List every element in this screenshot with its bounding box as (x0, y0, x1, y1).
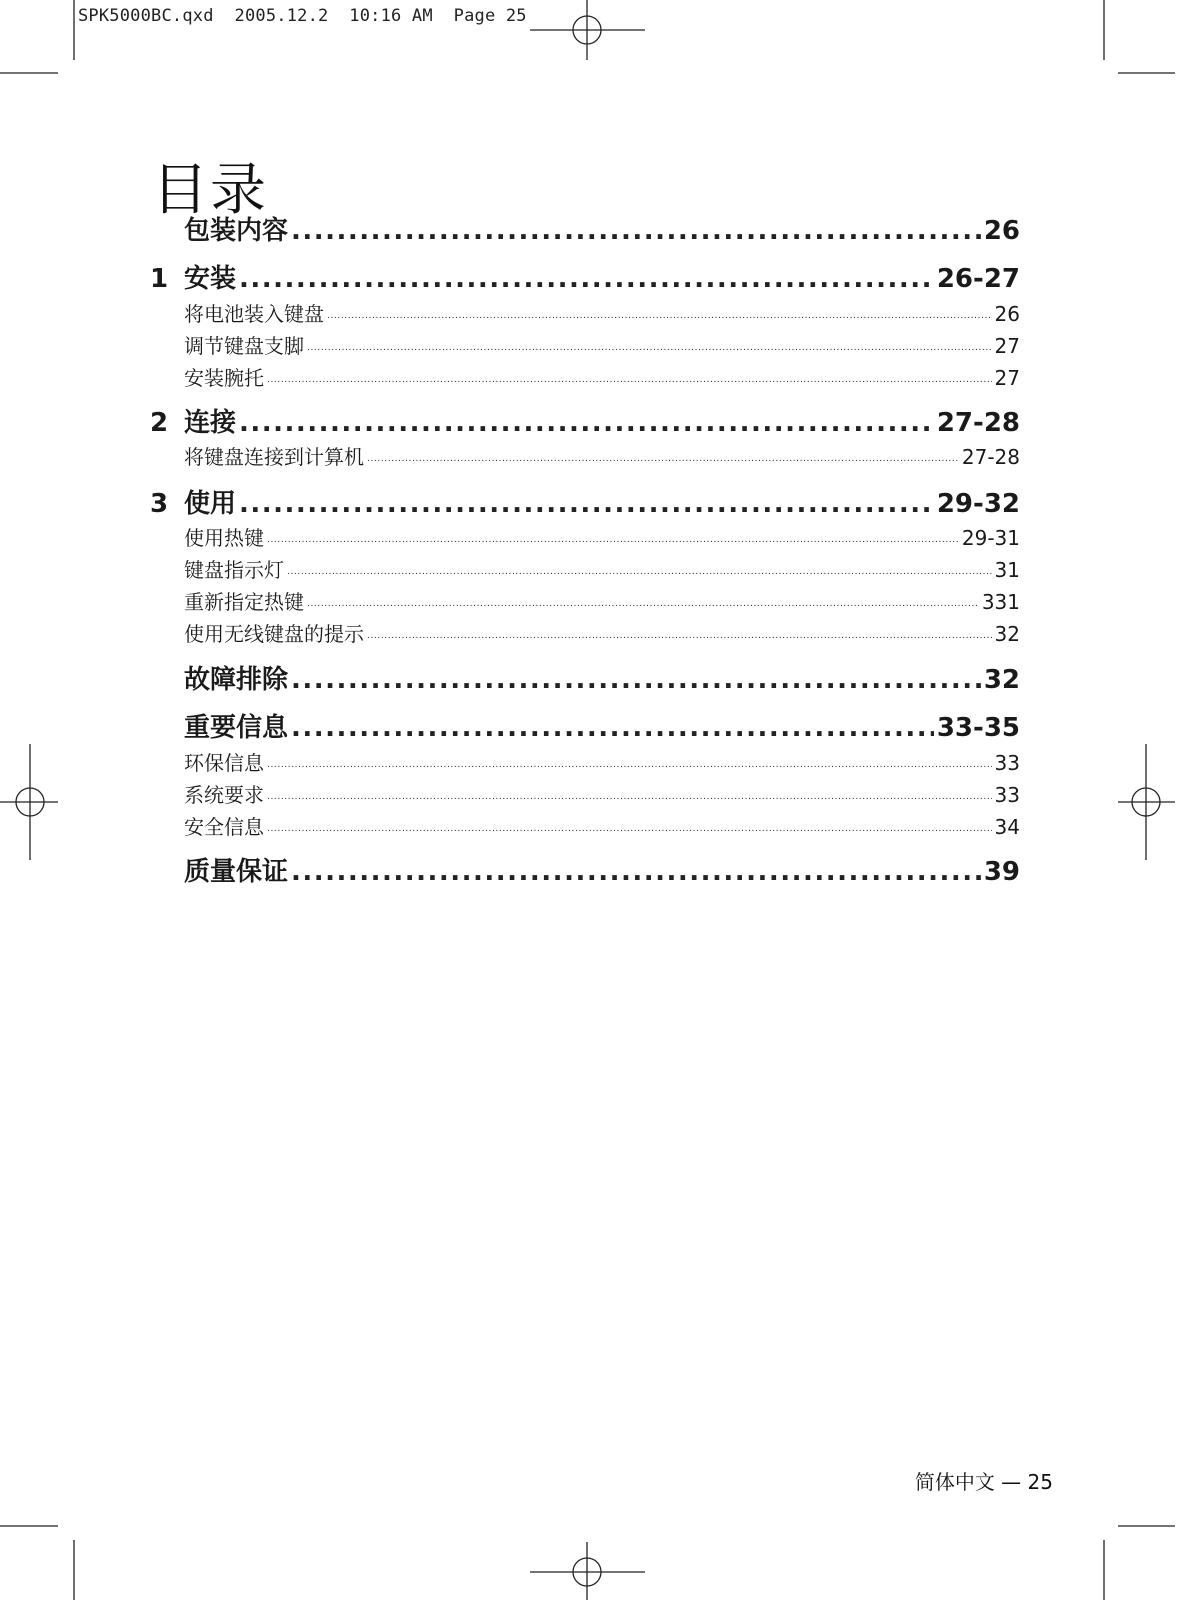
toc-entry-label: 调节键盘支脚 (184, 334, 304, 358)
dot-leader (267, 535, 959, 545)
toc-entry-label: 重新指定热键 (184, 590, 304, 614)
toc-entry[interactable] (146, 441, 1020, 470)
toc-entry-number: 3 (150, 489, 169, 519)
toc-entry-label: 连接 (184, 408, 237, 438)
dot-leader (239, 408, 934, 438)
toc-entry[interactable] (146, 362, 1020, 391)
toc-entry[interactable] (146, 402, 1020, 439)
dot-leader (267, 375, 992, 385)
toc-entry-label: 环保信息 (184, 751, 264, 775)
toc-entry-page: 26-27 (936, 264, 1020, 294)
page-footer: 简体中文 — 25 (914, 1470, 1053, 1494)
toc-entry-label: 使用热键 (184, 526, 264, 550)
toc-entry-label: 使用 (184, 489, 237, 519)
toc-entry-label: 将电池装入键盘 (184, 302, 324, 326)
toc-entry-page: 33 (994, 751, 1020, 775)
toc-entry-label: 质量保证 (184, 857, 289, 887)
toc-entry[interactable] (146, 483, 1020, 520)
toc-entry-page: 31 (994, 558, 1020, 582)
toc-entry-page: 33 (994, 783, 1020, 807)
page-title: 目录 (152, 157, 268, 223)
dot-leader (267, 824, 992, 834)
toc-entry-label: 系统要求 (184, 783, 264, 807)
dot-leader (307, 599, 979, 609)
toc-entry-label: 键盘指示灯 (184, 558, 284, 582)
toc-entry-page: 32 (983, 665, 1020, 695)
toc-entry-page: 27 (994, 366, 1020, 390)
toc-entry-label: 安装腕托 (184, 366, 264, 390)
dot-leader (239, 489, 934, 519)
toc-entry[interactable] (146, 210, 1020, 247)
toc-entry-page: 27-28 (961, 445, 1020, 469)
toc-entry[interactable] (146, 258, 1020, 295)
toc-entry-label: 安全信息 (184, 815, 264, 839)
dot-leader (307, 343, 992, 353)
toc-entry-label: 安装 (184, 264, 237, 294)
toc-entry-page: 34 (994, 815, 1020, 839)
dot-leader (291, 713, 934, 743)
toc-entry-label: 包装内容 (184, 216, 289, 246)
dot-leader (291, 665, 981, 695)
dot-leader (267, 792, 992, 802)
toc-entry[interactable] (146, 851, 1020, 888)
dot-leader (291, 216, 981, 246)
dot-leader (239, 264, 934, 294)
toc-entry[interactable] (146, 554, 1020, 583)
toc-entry-page: 26 (994, 302, 1020, 326)
toc-entry-page: 331 (981, 590, 1020, 614)
toc-entry[interactable] (146, 522, 1020, 551)
toc-entry[interactable] (146, 298, 1020, 327)
toc-entry[interactable] (146, 618, 1020, 647)
toc-entry-page: 32 (994, 622, 1020, 646)
dot-leader (287, 567, 992, 577)
toc-entry-label: 重要信息 (184, 713, 289, 743)
toc-entry-page: 29-32 (936, 489, 1020, 519)
print-slug: SPK5000BC.qxd 2005.12.2 10:16 AM Page 25 (78, 6, 527, 26)
dot-leader (367, 454, 959, 464)
dot-leader (291, 857, 981, 887)
toc-entry-number: 1 (150, 264, 169, 294)
toc-entry-page: 26 (983, 216, 1020, 246)
toc-entry[interactable] (146, 659, 1020, 696)
dot-leader (327, 311, 992, 321)
toc-entry[interactable] (146, 330, 1020, 359)
toc-entry-label: 使用无线键盘的提示 (184, 622, 364, 646)
toc-entry[interactable] (146, 707, 1020, 744)
toc-entry-page: 39 (983, 857, 1020, 887)
toc-entry-page: 27-28 (936, 408, 1020, 438)
toc-entry-label: 故障排除 (184, 665, 289, 695)
toc-entry-label: 将键盘连接到计算机 (184, 445, 364, 469)
dot-leader (367, 631, 992, 641)
toc-entry[interactable] (146, 811, 1020, 840)
toc-entry[interactable] (146, 747, 1020, 776)
dot-leader (267, 760, 992, 770)
toc-entry[interactable] (146, 586, 1020, 615)
toc-entry-number: 2 (150, 408, 169, 438)
toc-entry-page: 29-31 (961, 526, 1020, 550)
toc-entry-page: 33-35 (936, 713, 1020, 743)
toc-entry-page: 27 (994, 334, 1020, 358)
toc-entry[interactable] (146, 779, 1020, 808)
